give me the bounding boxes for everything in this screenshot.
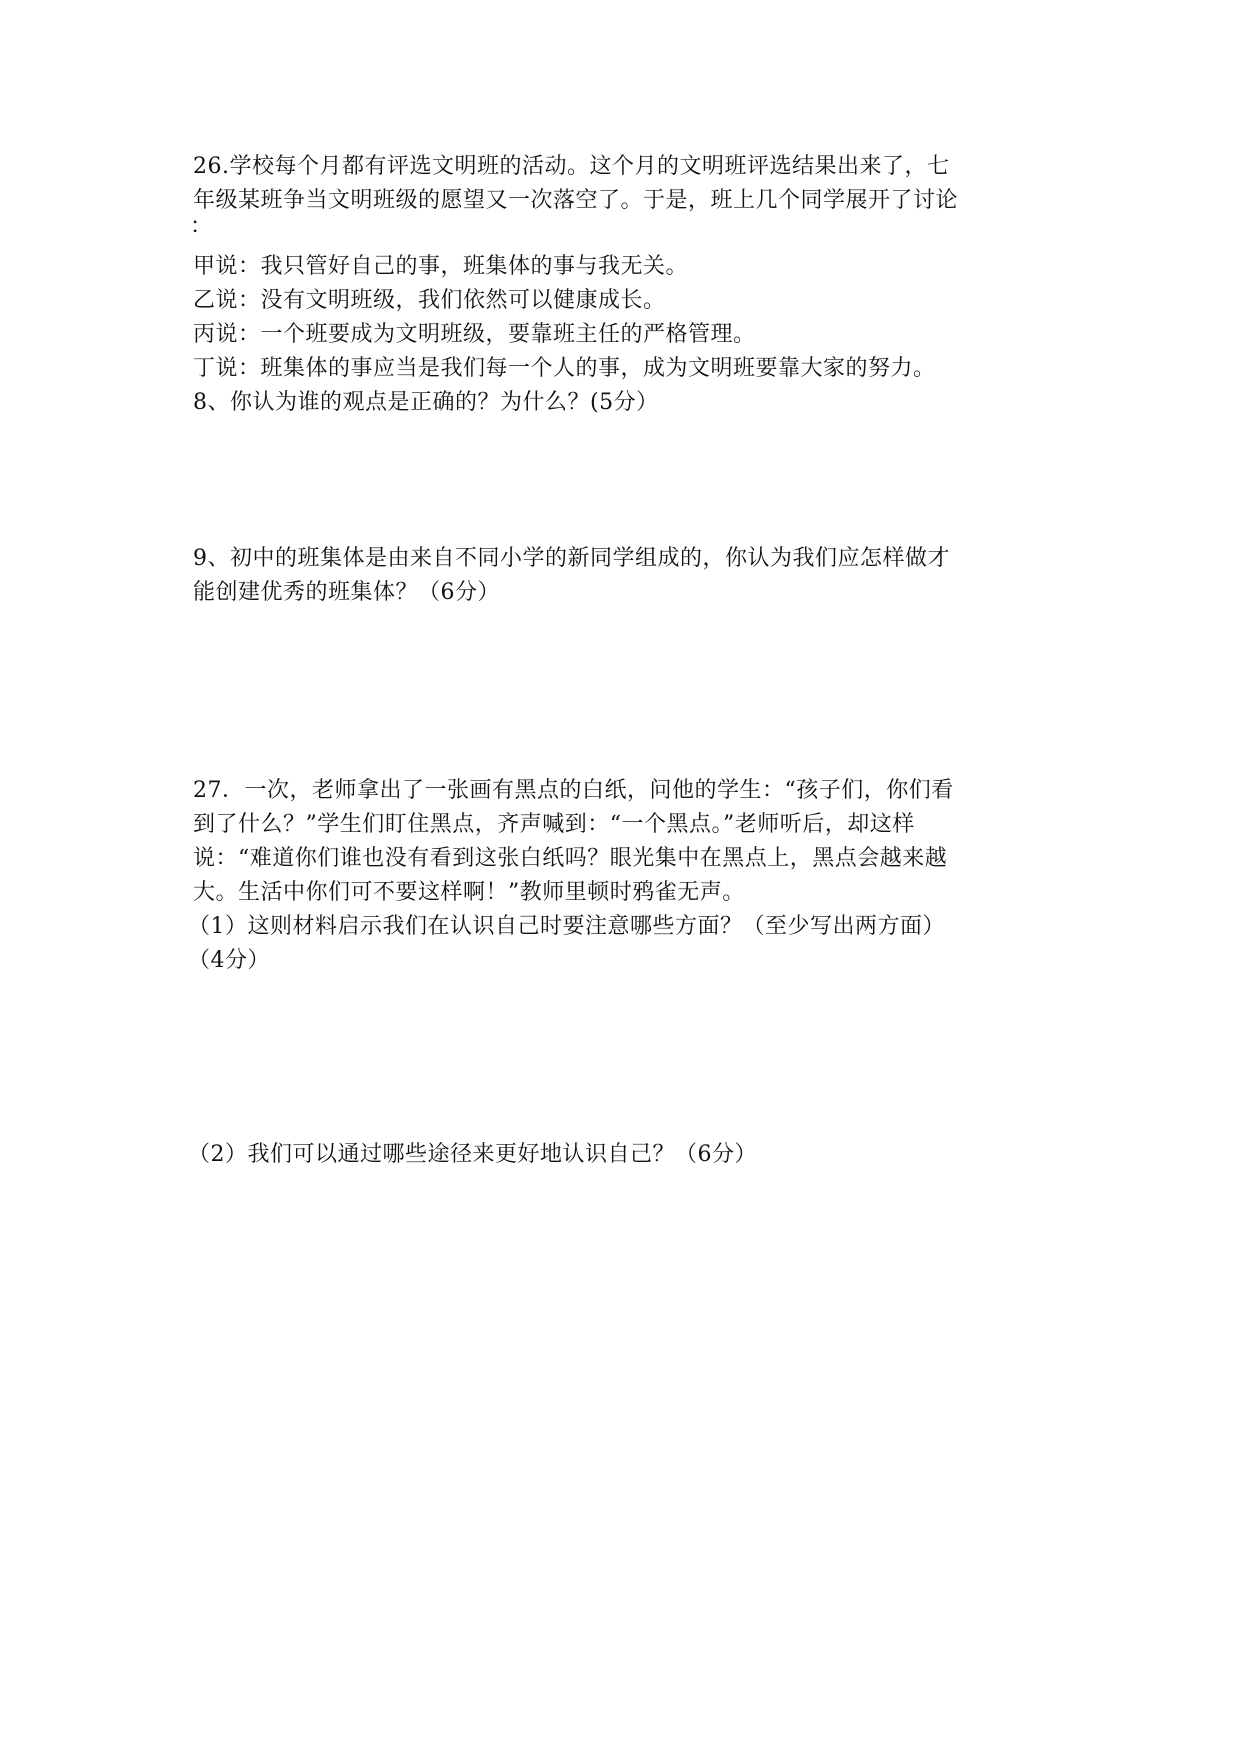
q26-text-line-2: 年级某班争当文明班级的愿望又一次落空了。于是，班上几个同学展开了讨论	[193, 188, 959, 213]
q27-text-line-2: 到了什么？”学生们盯住黑点，齐声喊到：“一个黑点。”老师听后，却这样	[193, 812, 915, 837]
q27-sub2-prompt: （2）我们可以通过哪些途径来更好地认识自己？（6分）	[188, 1142, 757, 1167]
q26-statement-yi: 乙说：没有文明班级，我们依然可以健康成长。	[193, 288, 666, 313]
q9-prompt-line-2: 能创建优秀的班集体？（6分）	[193, 580, 500, 605]
q27-text-line-4: 大。生活中你们可不要这样啊！”教师里顿时鸦雀无声。	[193, 880, 745, 905]
q27-text-line-3: 说：“难道你们谁也没有看到这张白纸吗？眼光集中在黑点上，黑点会越来越	[193, 846, 948, 871]
q27-sub1-line-1: （1）这则材料启示我们在认识自己时要注意哪些方面？（至少写出两方面）	[188, 914, 945, 939]
q26-text-line-3: ：	[190, 214, 213, 239]
q8-prompt: 8、你认为谁的观点是正确的？为什么？(5分）	[193, 390, 659, 415]
q26-statement-jia: 甲说：我只管好自己的事，班集体的事与我无关。	[193, 254, 689, 279]
q9-prompt-line-1: 9、初中的班集体是由来自不同小学的新同学组成的，你认为我们应怎样做才	[193, 546, 950, 571]
q26-text-line-1: 26.学校每个月都有评选文明班的活动。这个月的文明班评选结果出来了，七	[193, 154, 950, 179]
q26-statement-ding: 丁说：班集体的事应当是我们每一个人的事，成为文明班要靠大家的努力。	[193, 356, 936, 381]
q27-sub1-line-2: （4分）	[188, 948, 270, 973]
q26-statement-bing: 丙说：一个班要成为文明班级，要靠班主任的严格管理。	[193, 322, 756, 347]
q27-text-line-1: 27．一次，老师拿出了一张画有黑点的白纸，问他的学生：“孩子们，你们看	[193, 778, 954, 803]
